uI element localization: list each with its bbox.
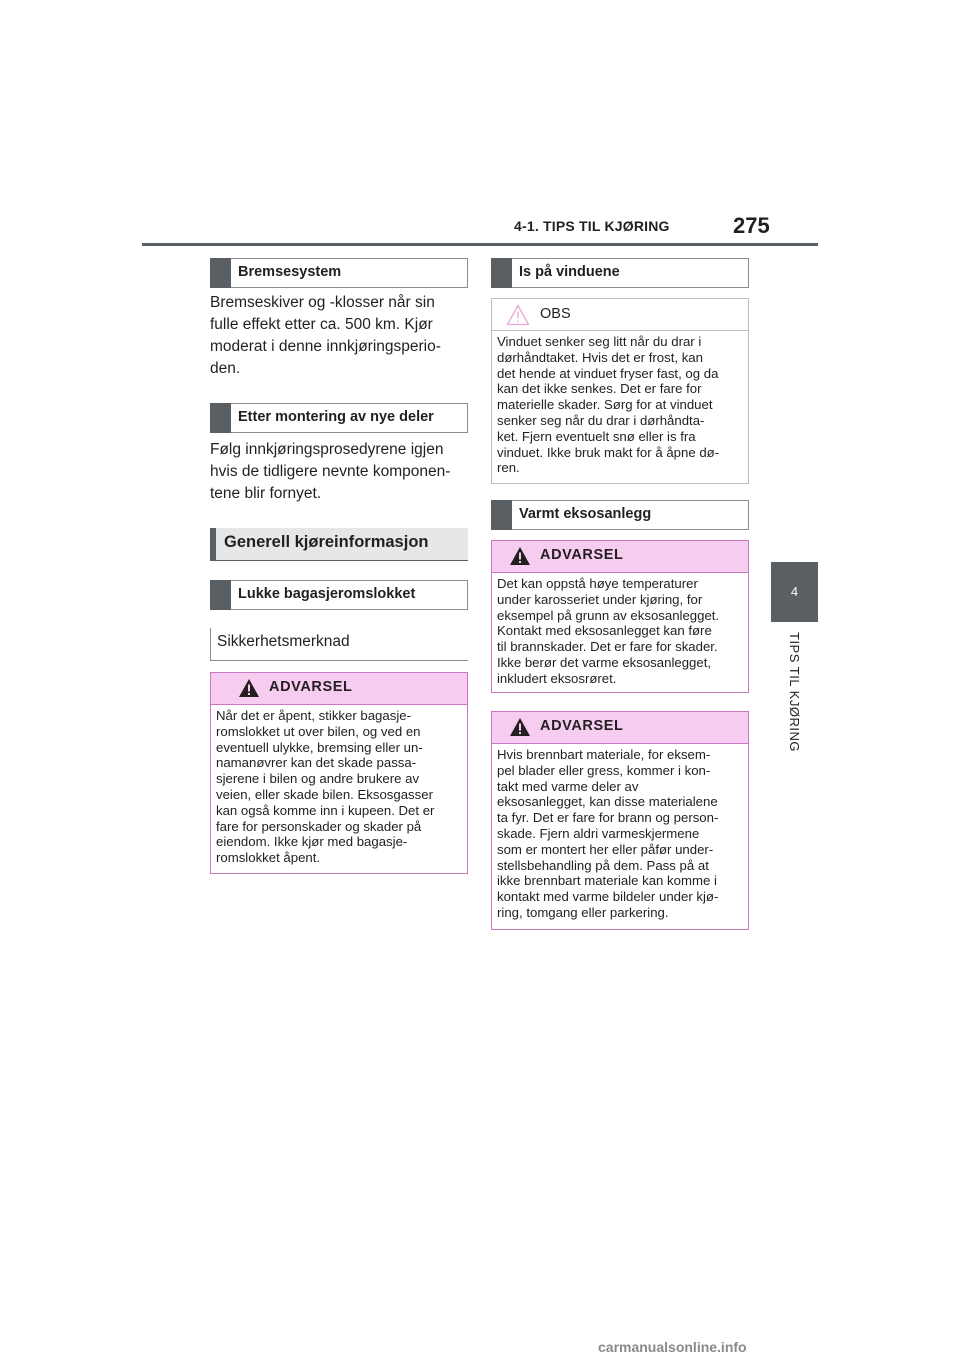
text-line: som er montert her eller påfør under- <box>497 841 714 857</box>
text-line: Det kan oppstå høye temperaturer <box>497 576 698 591</box>
section-heading-general <box>210 528 468 561</box>
heading-bar <box>210 580 231 610</box>
heading-new-parts <box>210 403 468 433</box>
safety-note <box>210 628 468 661</box>
text-line: stellsbehandling på dem. Pass på at <box>497 857 709 873</box>
text-line: til brannskader. Det er fare for skader. <box>497 639 718 655</box>
text-line: Kontakt med eksosanlegget kan føre <box>497 623 712 639</box>
text-line: Ikke berør det varme eksosanlegget, <box>497 654 712 670</box>
text-line: sjerene i bilen og andre brukere av <box>216 771 420 787</box>
new-parts-text <box>210 439 450 505</box>
heading-bar <box>210 403 231 433</box>
watermark: carmanualsonline.info <box>598 1339 747 1355</box>
heading-exhaust-text: Varmt eksosanlegg <box>519 506 652 522</box>
heading-ice <box>491 258 749 288</box>
heading-ice-text: Is på vinduene <box>519 264 620 280</box>
heading-bar <box>491 258 512 288</box>
note-box-ice <box>491 298 749 484</box>
text-line: kontakt med varme bildeler under kjø- <box>497 889 719 905</box>
text-line: Når det er åpent, stikker bagasje- <box>216 708 411 723</box>
caution-triangle-icon <box>506 304 530 326</box>
section-heading-general-text: Generell kjøreinformasjon <box>224 533 429 551</box>
text-line: fulle effekt etter ca. 500 km. Kjør <box>210 316 433 333</box>
text-line: Vinduet senker seg litt når du drar i <box>497 334 702 349</box>
note-header <box>492 299 748 331</box>
warning-triangle-icon <box>509 717 531 737</box>
text-line: romslokket ut over bilen, og ved en <box>216 723 421 739</box>
text-line: eksempel på grunn av eksosanlegget. <box>497 607 720 623</box>
text-line: eventuell ulykke, bremsing eller un- <box>216 739 423 755</box>
warning-header <box>211 673 467 705</box>
text-line: romslokket åpent. <box>216 850 321 866</box>
text-line: takt med varme deler av <box>497 778 639 794</box>
warning-box-exhaust-fire <box>491 711 749 930</box>
text-line: kan det ikke senkes. Det er fare for <box>497 381 702 397</box>
text-line: tene blir fornyet. <box>210 485 322 502</box>
brakes-text <box>210 292 441 380</box>
warning-box-trunk <box>210 672 468 874</box>
warning-text <box>216 708 434 866</box>
text-line: den. <box>210 360 241 377</box>
warning-triangle-icon <box>509 546 531 566</box>
section-heading-bar <box>210 528 216 561</box>
text-line: det hende at vinduet fryser fast, og da <box>497 365 719 381</box>
heading-trunk-text: Lukke bagasjeromslokket <box>238 586 416 602</box>
text-line: eiendom. Ikke kjør med bagasje- <box>216 834 408 850</box>
note-text <box>497 334 719 476</box>
heading-brakes <box>210 258 468 288</box>
text-line: vinduet. Ikke bruk makt for å åpne dø- <box>497 444 720 460</box>
warning-header <box>492 712 748 744</box>
page-number: 275 <box>733 213 770 238</box>
text-line: namanøvrer kan det skade passa- <box>216 755 417 771</box>
safety-note-text: Sikkerhetsmerknad <box>217 633 350 650</box>
text-line: hvis de tidligere nevnte komponen- <box>210 463 451 480</box>
text-line: Hvis brennbart materiale, for eksem- <box>497 747 711 762</box>
text-line: fare for personskader og skader på <box>216 818 422 834</box>
text-line: pel blader eller gress, kommer i kon- <box>497 762 711 778</box>
heading-trunk <box>210 580 468 610</box>
heading-bar <box>491 500 512 530</box>
heading-new-parts-text: Etter montering av nye deler <box>238 409 434 425</box>
text-line: veien, eller skade bilen. Eksosgasser <box>216 786 433 802</box>
text-line: kan også komme inn i kupeen. Det er <box>216 802 435 818</box>
warning-box-exhaust-heat <box>491 540 749 693</box>
chapter-label <box>787 632 807 792</box>
warning-text <box>497 576 719 687</box>
warning-title: ADVARSEL <box>540 547 624 563</box>
text-line: eksosanlegget, kan disse materialene <box>497 794 718 810</box>
text-line: ket. Fjern eventuelt snø eller is fra <box>497 428 696 444</box>
warning-text <box>497 747 718 921</box>
text-line: ring, tomgang eller parkering. <box>497 904 669 920</box>
text-line: Følg innkjøringsprosedyrene igjen <box>210 441 444 458</box>
section-title: 4-1. TIPS TIL KJØRING <box>514 218 670 234</box>
text-line: ikke brennbart materiale kan komme i <box>497 873 717 889</box>
chapter-tab[interactable]: 4 <box>771 562 818 622</box>
warning-triangle-icon <box>238 678 260 698</box>
header-rule <box>142 243 818 246</box>
text-line: ren. <box>497 460 520 476</box>
warning-title: ADVARSEL <box>540 718 624 734</box>
heading-brakes-text: Bremsesystem <box>238 264 342 280</box>
text-line: skade. Fjern aldri varmeskjermene <box>497 825 700 841</box>
chapter-label-text: TIPS TIL KJØRING <box>787 632 802 752</box>
text-line: under karosseriet under kjøring, for <box>497 591 703 607</box>
note-title: OBS <box>540 306 571 322</box>
heading-bar <box>210 258 231 288</box>
text-line: senker seg når du drar i dørhåndta- <box>497 412 705 428</box>
text-line: dørhåndtaket. Hvis det er frost, kan <box>497 349 703 365</box>
text-line: ta fyr. Det er fare for brann og person- <box>497 810 719 826</box>
text-line: moderat i denne innkjøringsperio- <box>210 338 441 355</box>
text-line: Bremseskiver og -klosser når sin <box>210 294 435 311</box>
text-line: materielle skader. Sørg for at vinduet <box>497 397 713 413</box>
heading-exhaust <box>491 500 749 530</box>
warning-header <box>492 541 748 573</box>
warning-title: ADVARSEL <box>269 679 353 695</box>
text-line: inkludert eksosrøret. <box>497 670 617 686</box>
